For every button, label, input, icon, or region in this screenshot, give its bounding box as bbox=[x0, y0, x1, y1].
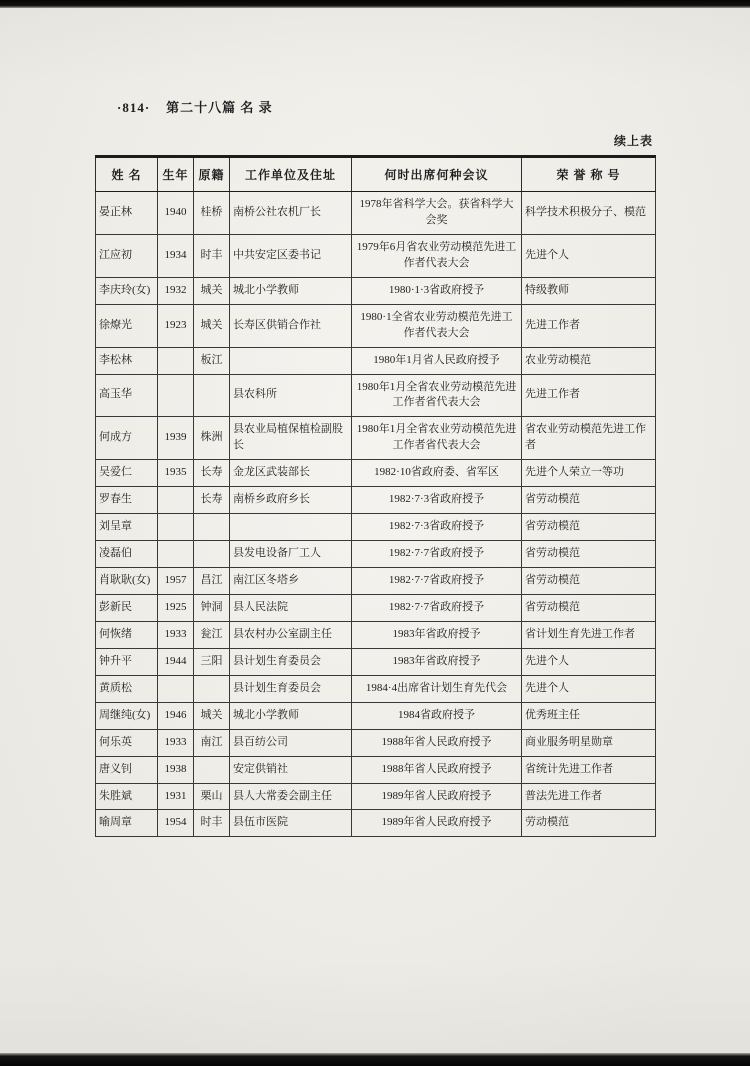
table-cell bbox=[158, 487, 194, 514]
table-cell: 1983年省政府授予 bbox=[352, 648, 522, 675]
table-cell bbox=[158, 347, 194, 374]
table-cell: 徐燎光 bbox=[96, 304, 158, 347]
table-cell: 1983年省政府授予 bbox=[352, 621, 522, 648]
table-cell: 1988年省人民政府授予 bbox=[352, 729, 522, 756]
table-body bbox=[96, 192, 656, 837]
column-header: 原籍 bbox=[194, 157, 230, 192]
table-cell bbox=[230, 347, 352, 374]
table-area bbox=[95, 132, 655, 837]
column-header: 工作单位及住址 bbox=[230, 157, 352, 192]
table-row bbox=[96, 374, 656, 417]
table-cell: 1938 bbox=[158, 756, 194, 783]
table-cell: 县人大常委会副主任 bbox=[230, 783, 352, 810]
table-cell: 省劳动模范 bbox=[522, 568, 656, 595]
table-cell: 先进个人 bbox=[522, 648, 656, 675]
table-cell: 1980年1月全省农业劳动模范先进工作者省代表大会 bbox=[352, 417, 522, 460]
table-row bbox=[96, 460, 656, 487]
table-row bbox=[96, 304, 656, 347]
table-cell: 1935 bbox=[158, 460, 194, 487]
table-cell: 先进工作者 bbox=[522, 304, 656, 347]
table-row bbox=[96, 234, 656, 277]
table-cell: 1980年1月省人民政府授予 bbox=[352, 347, 522, 374]
page-number: ·814· bbox=[117, 100, 151, 115]
table-cell: 1980·1全省农业劳动模范先进工作者代表大会 bbox=[352, 304, 522, 347]
column-header: 姓 名 bbox=[96, 157, 158, 192]
table-cell: 1925 bbox=[158, 594, 194, 621]
table-cell: 栗山 bbox=[194, 783, 230, 810]
table-cell: 1957 bbox=[158, 568, 194, 595]
table-cell: 1984省政府授予 bbox=[352, 702, 522, 729]
table-cell: 1923 bbox=[158, 304, 194, 347]
table-cell: 城关 bbox=[194, 702, 230, 729]
table-cell: 1988年省人民政府授予 bbox=[352, 756, 522, 783]
table-cell: 城关 bbox=[194, 304, 230, 347]
table-cell: 罗春生 bbox=[96, 487, 158, 514]
table-cell: 特级教师 bbox=[522, 277, 656, 304]
table-cell: 昌江 bbox=[194, 568, 230, 595]
table-cell: 长寿 bbox=[194, 487, 230, 514]
table-cell bbox=[158, 514, 194, 541]
table-cell: 县百纺公司 bbox=[230, 729, 352, 756]
table-cell: 周继纯(女) bbox=[96, 702, 158, 729]
table-cell bbox=[194, 514, 230, 541]
table-cell: 城北小学教师 bbox=[230, 277, 352, 304]
table-cell: 1982·7·3省政府授予 bbox=[352, 487, 522, 514]
table-cell: 长寿区供销合作社 bbox=[230, 304, 352, 347]
table-row bbox=[96, 810, 656, 837]
table-header-row bbox=[96, 157, 656, 192]
table-cell: 金龙区武装部长 bbox=[230, 460, 352, 487]
table-cell: 南江 bbox=[194, 729, 230, 756]
table-cell: 1982·7·7省政府授予 bbox=[352, 594, 522, 621]
table-row bbox=[96, 621, 656, 648]
table-cell: 肖耿耿(女) bbox=[96, 568, 158, 595]
table-cell: 1933 bbox=[158, 729, 194, 756]
table-cell bbox=[158, 541, 194, 568]
table-cell: 1980年1月全省农业劳动模范先进工作者省代表大会 bbox=[352, 374, 522, 417]
table-cell bbox=[194, 675, 230, 702]
table-row bbox=[96, 783, 656, 810]
table-cell: 1982·7·7省政府授予 bbox=[352, 541, 522, 568]
table-row bbox=[96, 487, 656, 514]
table-cell: 1940 bbox=[158, 192, 194, 235]
table-cell: 县农科所 bbox=[230, 374, 352, 417]
table-cell: 省农业劳动模范先进工作者 bbox=[522, 417, 656, 460]
table-cell bbox=[194, 541, 230, 568]
table-cell bbox=[194, 374, 230, 417]
page-header bbox=[117, 97, 273, 116]
table-cell: 喻周章 bbox=[96, 810, 158, 837]
table-cell bbox=[158, 675, 194, 702]
table-cell: 1984·4出席省计划生育先代会 bbox=[352, 675, 522, 702]
table-cell: 省统计先进工作者 bbox=[522, 756, 656, 783]
table-cell: 先进个人 bbox=[522, 234, 656, 277]
scan-edge-top bbox=[0, 0, 750, 8]
scan-edge-bottom bbox=[0, 1053, 750, 1066]
table-row bbox=[96, 675, 656, 702]
table-row bbox=[96, 514, 656, 541]
table-row bbox=[96, 568, 656, 595]
table-cell: 科学技术积极分子、模范 bbox=[522, 192, 656, 235]
chapter-title: 第二十八篇 名 录 bbox=[166, 100, 273, 115]
table-row bbox=[96, 541, 656, 568]
table-cell: 李松林 bbox=[96, 347, 158, 374]
table-row bbox=[96, 277, 656, 304]
table-cell: 钟洞 bbox=[194, 594, 230, 621]
table-cell: 商业服务明星勋章 bbox=[522, 729, 656, 756]
table-cell: 1982·10省政府委、省军区 bbox=[352, 460, 522, 487]
table-cell: 普法先进工作者 bbox=[522, 783, 656, 810]
column-header: 荣 誉 称 号 bbox=[522, 157, 656, 192]
table-row bbox=[96, 417, 656, 460]
table-cell: 先进个人荣立一等功 bbox=[522, 460, 656, 487]
table-cell: 省劳动模范 bbox=[522, 594, 656, 621]
table-row bbox=[96, 729, 656, 756]
table-cell: 南江区冬塔乡 bbox=[230, 568, 352, 595]
table-cell: 1932 bbox=[158, 277, 194, 304]
table-cell: 1982·7·3省政府授予 bbox=[352, 514, 522, 541]
table-cell: 1939 bbox=[158, 417, 194, 460]
table-cell: 瓮江 bbox=[194, 621, 230, 648]
table-cell: 安定供销社 bbox=[230, 756, 352, 783]
continuation-note: 续上表 bbox=[613, 134, 653, 148]
table-cell: 1944 bbox=[158, 648, 194, 675]
table-cell: 县计划生育委员会 bbox=[230, 648, 352, 675]
table-cell: 江应初 bbox=[96, 234, 158, 277]
table-cell: 桂桥 bbox=[194, 192, 230, 235]
table-cell: 何乐英 bbox=[96, 729, 158, 756]
table-row bbox=[96, 702, 656, 729]
table-cell bbox=[158, 374, 194, 417]
table-cell: 彭新民 bbox=[96, 594, 158, 621]
table-cell: 县计划生育委员会 bbox=[230, 675, 352, 702]
table-cell: 株洲 bbox=[194, 417, 230, 460]
table-cell: 1931 bbox=[158, 783, 194, 810]
table-cell: 1989年省人民政府授予 bbox=[352, 810, 522, 837]
table-cell: 县伍市医院 bbox=[230, 810, 352, 837]
table-cell: 何成方 bbox=[96, 417, 158, 460]
table-cell: 农业劳动模范 bbox=[522, 347, 656, 374]
table-cell: 县农村办公室副主任 bbox=[230, 621, 352, 648]
table-cell: 时丰 bbox=[194, 810, 230, 837]
table-cell: 南桥公社农机厂长 bbox=[230, 192, 352, 235]
table-cell: 唐义钊 bbox=[96, 756, 158, 783]
table-cell: 黄质松 bbox=[96, 675, 158, 702]
table-cell: 县发电设备厂工人 bbox=[230, 541, 352, 568]
table-row bbox=[96, 594, 656, 621]
table-cell bbox=[230, 514, 352, 541]
table-cell: 省劳动模范 bbox=[522, 514, 656, 541]
table-cell: 1954 bbox=[158, 810, 194, 837]
table-cell: 何恢绪 bbox=[96, 621, 158, 648]
table-cell: 南桥乡政府乡长 bbox=[230, 487, 352, 514]
column-header: 生年 bbox=[158, 157, 194, 192]
table-cell: 城关 bbox=[194, 277, 230, 304]
table-cell: 三阳 bbox=[194, 648, 230, 675]
table-row bbox=[96, 648, 656, 675]
table-cell: 先进个人 bbox=[522, 675, 656, 702]
table-cell: 1979年6月省农业劳动模范先进工作者代表大会 bbox=[352, 234, 522, 277]
table-cell: 县人民法院 bbox=[230, 594, 352, 621]
table-cell: 时丰 bbox=[194, 234, 230, 277]
table-cell: 1933 bbox=[158, 621, 194, 648]
table-cell: 中共安定区委书记 bbox=[230, 234, 352, 277]
table-cell: 县农业局植保植检副股长 bbox=[230, 417, 352, 460]
table-cell: 省计划生育先进工作者 bbox=[522, 621, 656, 648]
table-row bbox=[96, 192, 656, 235]
table-cell: 1978年省科学大会。获省科学大会奖 bbox=[352, 192, 522, 235]
table-cell: 1982·7·7省政府授予 bbox=[352, 568, 522, 595]
table-row bbox=[96, 347, 656, 374]
table-cell: 劳动模范 bbox=[522, 810, 656, 837]
table-cell: 1980·1·3省政府授予 bbox=[352, 277, 522, 304]
column-header: 何时出席何种会议 bbox=[352, 157, 522, 192]
table-cell: 朱胜斌 bbox=[96, 783, 158, 810]
table-cell: 长寿 bbox=[194, 460, 230, 487]
table-cell: 吴爱仁 bbox=[96, 460, 158, 487]
table-cell: 城北小学教师 bbox=[230, 702, 352, 729]
table-cell: 板江 bbox=[194, 347, 230, 374]
table-cell: 1989年省人民政府授予 bbox=[352, 783, 522, 810]
table-cell: 先进工作者 bbox=[522, 374, 656, 417]
table-cell bbox=[194, 756, 230, 783]
table-cell: 1946 bbox=[158, 702, 194, 729]
table-cell: 钟升平 bbox=[96, 648, 158, 675]
table-cell: 李庆玲(女) bbox=[96, 277, 158, 304]
table-cell: 高玉华 bbox=[96, 374, 158, 417]
table-cell: 晏正林 bbox=[96, 192, 158, 235]
honors-table bbox=[95, 155, 656, 837]
table-cell: 优秀班主任 bbox=[522, 702, 656, 729]
table-cell: 凌磊伯 bbox=[96, 541, 158, 568]
table-cell: 刘呈章 bbox=[96, 514, 158, 541]
table-row bbox=[96, 756, 656, 783]
table-cell: 省劳动模范 bbox=[522, 541, 656, 568]
table-cell: 1934 bbox=[158, 234, 194, 277]
table-cell: 省劳动模范 bbox=[522, 487, 656, 514]
